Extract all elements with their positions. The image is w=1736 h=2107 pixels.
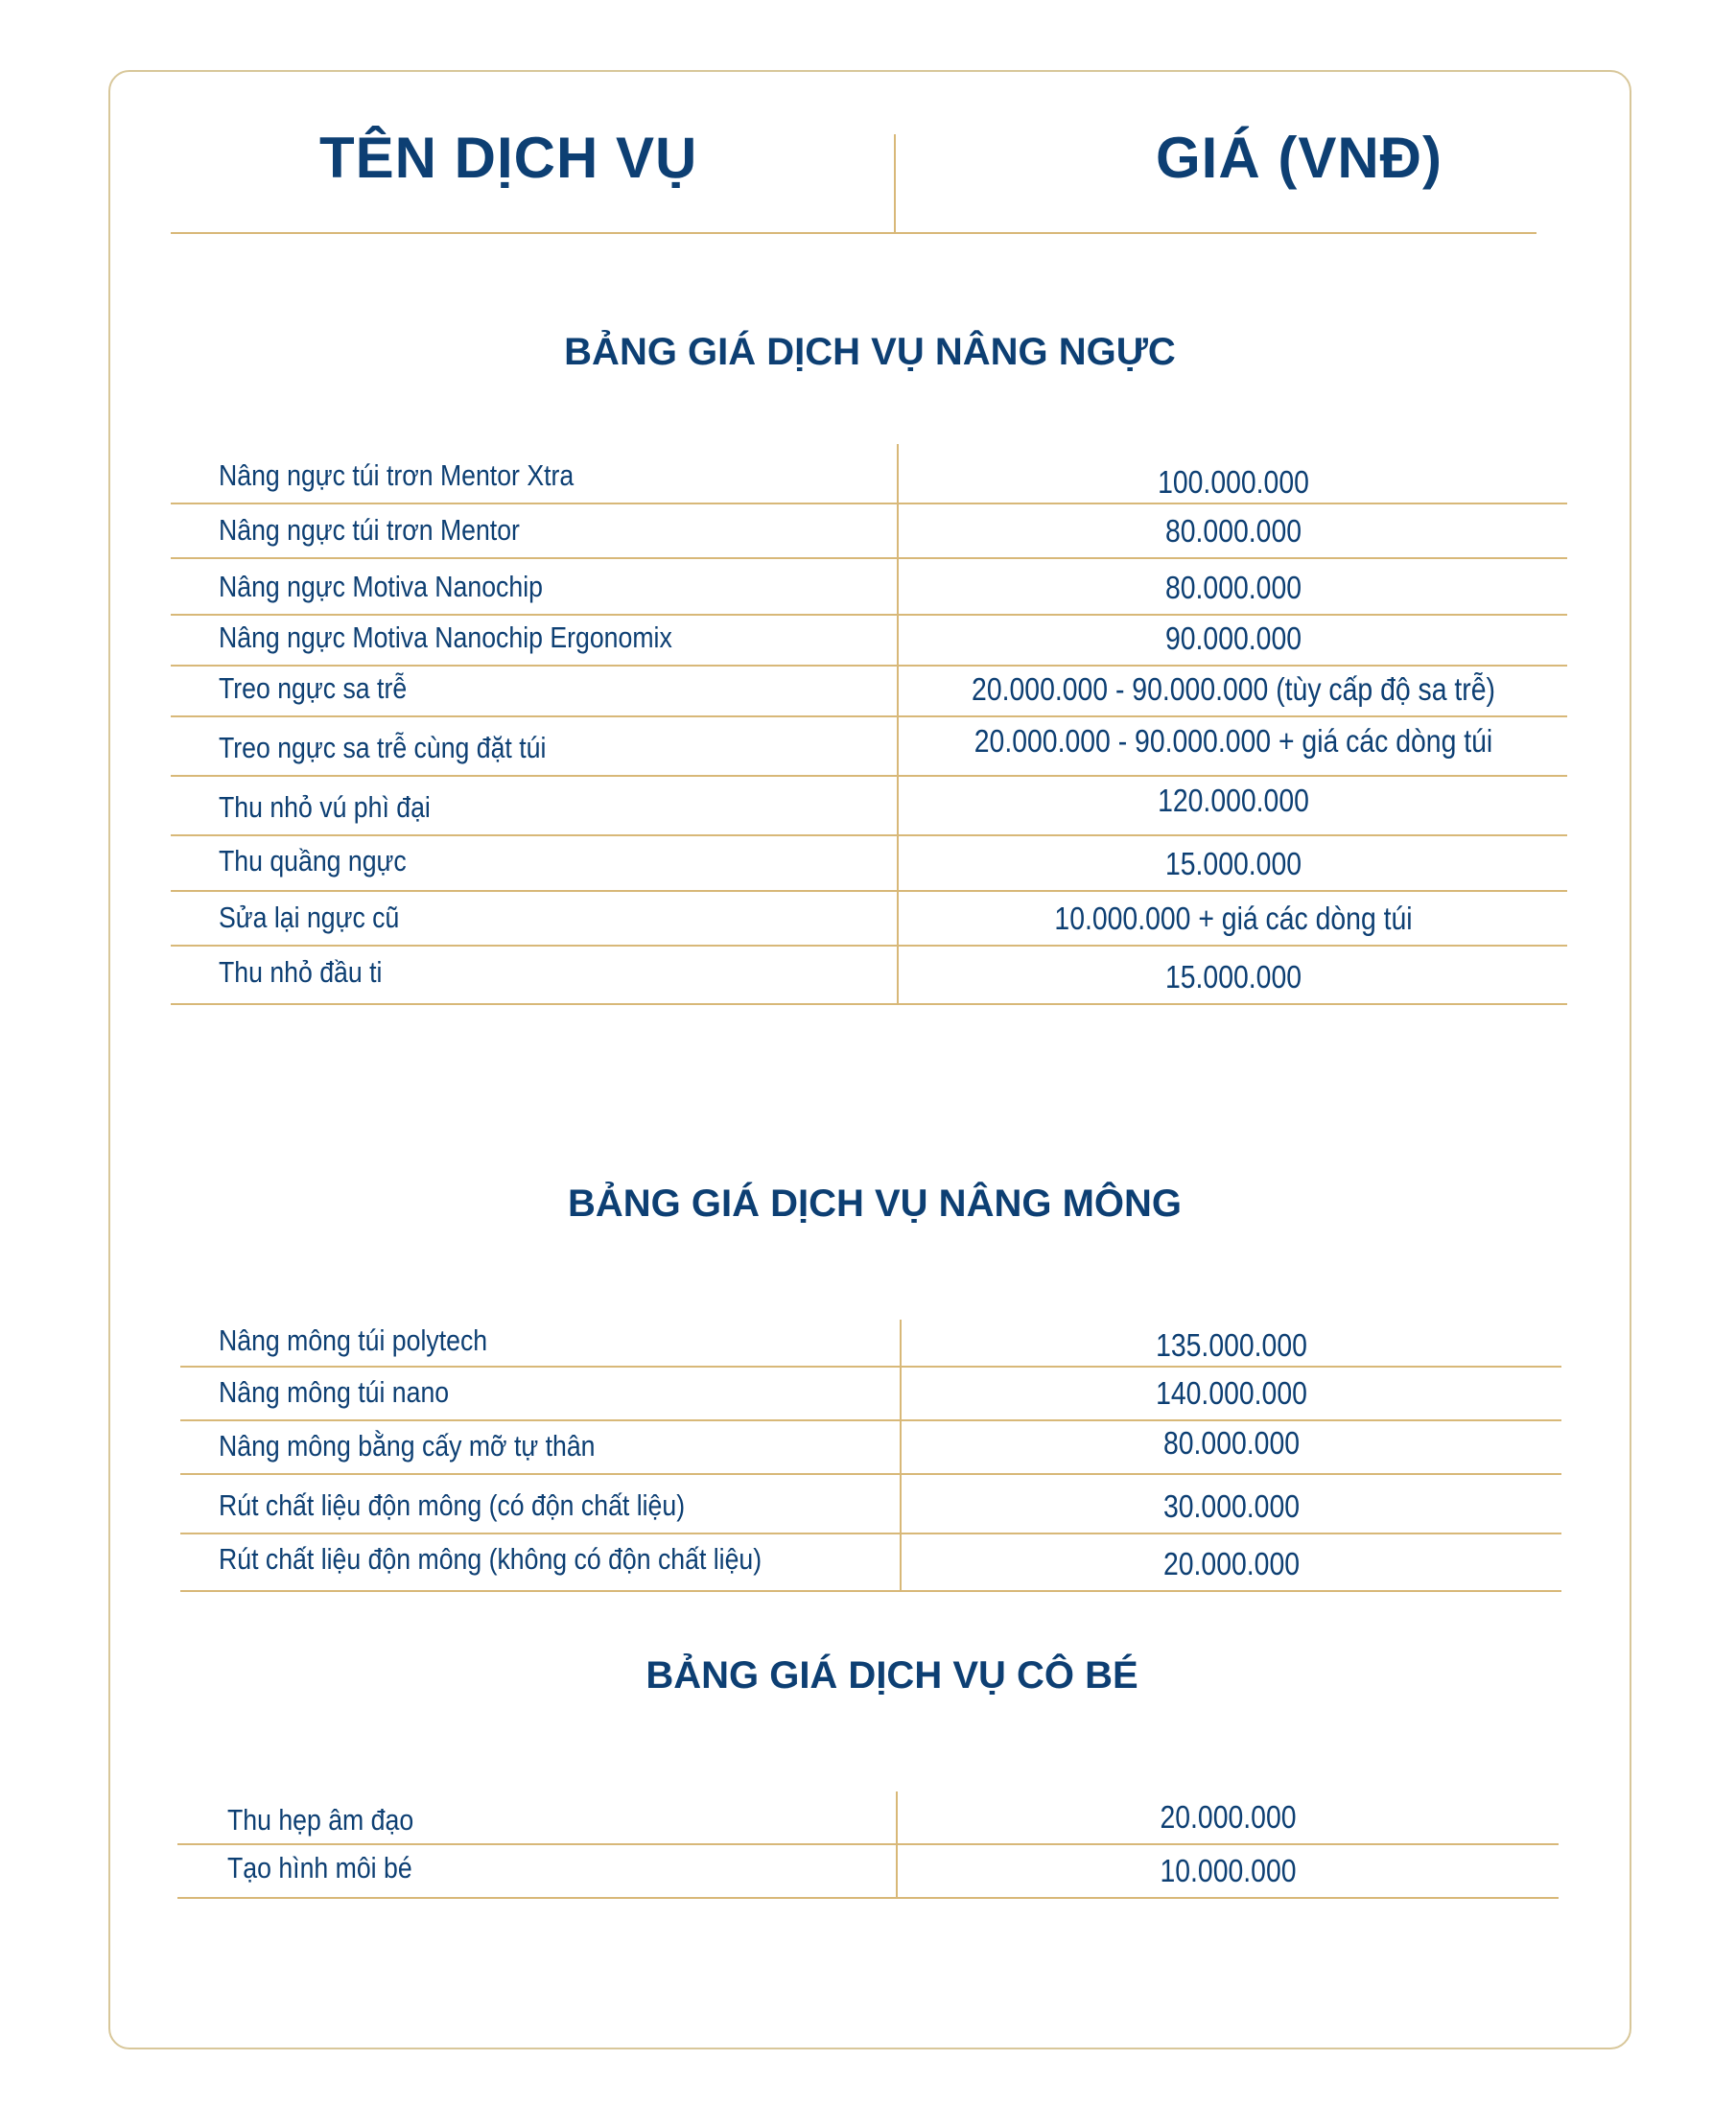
service-price: 80.000.000	[1164, 513, 1302, 549]
service-name: Treo ngực sa trễ	[219, 671, 408, 705]
service-name: Rút chất liệu độn mông (không có độn chất liệu)	[219, 1542, 762, 1576]
service-price: 15.000.000	[1164, 959, 1302, 995]
service-price: 20.000.000 - 90.000.000 (tùy cấp độ sa trễ)	[972, 671, 1495, 707]
header-divider	[894, 134, 896, 232]
table-row	[171, 616, 1567, 667]
service-name: Nâng mông bằng cấy mỡ tự thân	[219, 1429, 596, 1463]
service-price: 15.000.000	[1164, 846, 1302, 881]
table-row	[180, 1475, 1561, 1534]
service-price: 80.000.000	[1162, 1425, 1301, 1461]
table-row	[171, 667, 1567, 717]
table-row	[171, 717, 1567, 777]
service-price: 90.000.000	[1164, 620, 1302, 656]
service-name: Nâng ngực Motiva Nanochip Ergonomix	[219, 620, 672, 654]
price-column-title: GIÁ (VNĐ)	[1156, 126, 1443, 190]
service-price: 20.000.000 - 90.000.000 + giá các dòng túi	[974, 723, 1493, 759]
service-name: Nâng ngực túi trơn Mentor	[219, 513, 520, 547]
table-row	[180, 1534, 1561, 1592]
section-title-breast: BẢNG GIÁ DỊCH VỤ NÂNG NGỰC	[564, 331, 1176, 373]
section-title-buttocks: BẢNG GIÁ DỊCH VỤ NÂNG MÔNG	[568, 1182, 1182, 1225]
service-price: 10.000.000	[1160, 1853, 1297, 1888]
service-column-title: TÊN DỊCH VỤ	[319, 126, 698, 190]
table-row	[177, 1791, 1559, 1845]
service-name: Rút chất liệu độn mông (có độn chất liệu)	[219, 1488, 686, 1522]
table-row	[180, 1320, 1561, 1368]
service-name: Nâng mông túi nano	[219, 1375, 450, 1409]
service-price: 80.000.000	[1164, 570, 1302, 605]
service-name: Thu nhỏ đầu ti	[219, 955, 383, 989]
service-name: Thu nhỏ vú phì đại	[219, 790, 431, 824]
service-name: Thu hẹp âm đạo	[227, 1803, 414, 1837]
service-price: 30.000.000	[1162, 1488, 1301, 1524]
service-name: Nâng ngực Motiva Nanochip	[219, 570, 543, 603]
table-row	[180, 1368, 1561, 1421]
service-price: 135.000.000	[1156, 1327, 1307, 1363]
table-row	[171, 444, 1567, 504]
table-row	[180, 1421, 1561, 1475]
service-price: 120.000.000	[1158, 783, 1309, 818]
service-price: 100.000.000	[1158, 464, 1309, 500]
table-row	[171, 777, 1567, 836]
service-name: Nâng ngực túi trơn Mentor Xtra	[219, 458, 575, 492]
table-row	[171, 947, 1567, 1005]
service-name: Treo ngực sa trễ cùng đặt túi	[219, 731, 547, 764]
intimate-price-table	[177, 1791, 1559, 1899]
table-row	[177, 1845, 1559, 1899]
service-price: 10.000.000 + giá các dòng túi	[1054, 901, 1413, 936]
table-header	[171, 115, 1537, 234]
service-price: 20.000.000	[1162, 1546, 1301, 1581]
service-name: Nâng mông túi polytech	[219, 1323, 488, 1357]
buttocks-price-table	[180, 1320, 1561, 1592]
section-title-intimate: BẢNG GIÁ DỊCH VỤ CÔ BÉ	[645, 1654, 1138, 1697]
table-row	[171, 504, 1567, 559]
service-price: 140.000.000	[1156, 1375, 1307, 1411]
table-row	[171, 892, 1567, 947]
breast-price-table	[171, 444, 1567, 1005]
table-row	[171, 559, 1567, 616]
table-row	[171, 836, 1567, 892]
service-price: 20.000.000	[1160, 1799, 1297, 1835]
service-name: Sửa lại ngực cũ	[219, 901, 400, 934]
service-name: Thu quầng ngực	[219, 844, 407, 878]
service-name: Tạo hình môi bé	[227, 1851, 412, 1885]
